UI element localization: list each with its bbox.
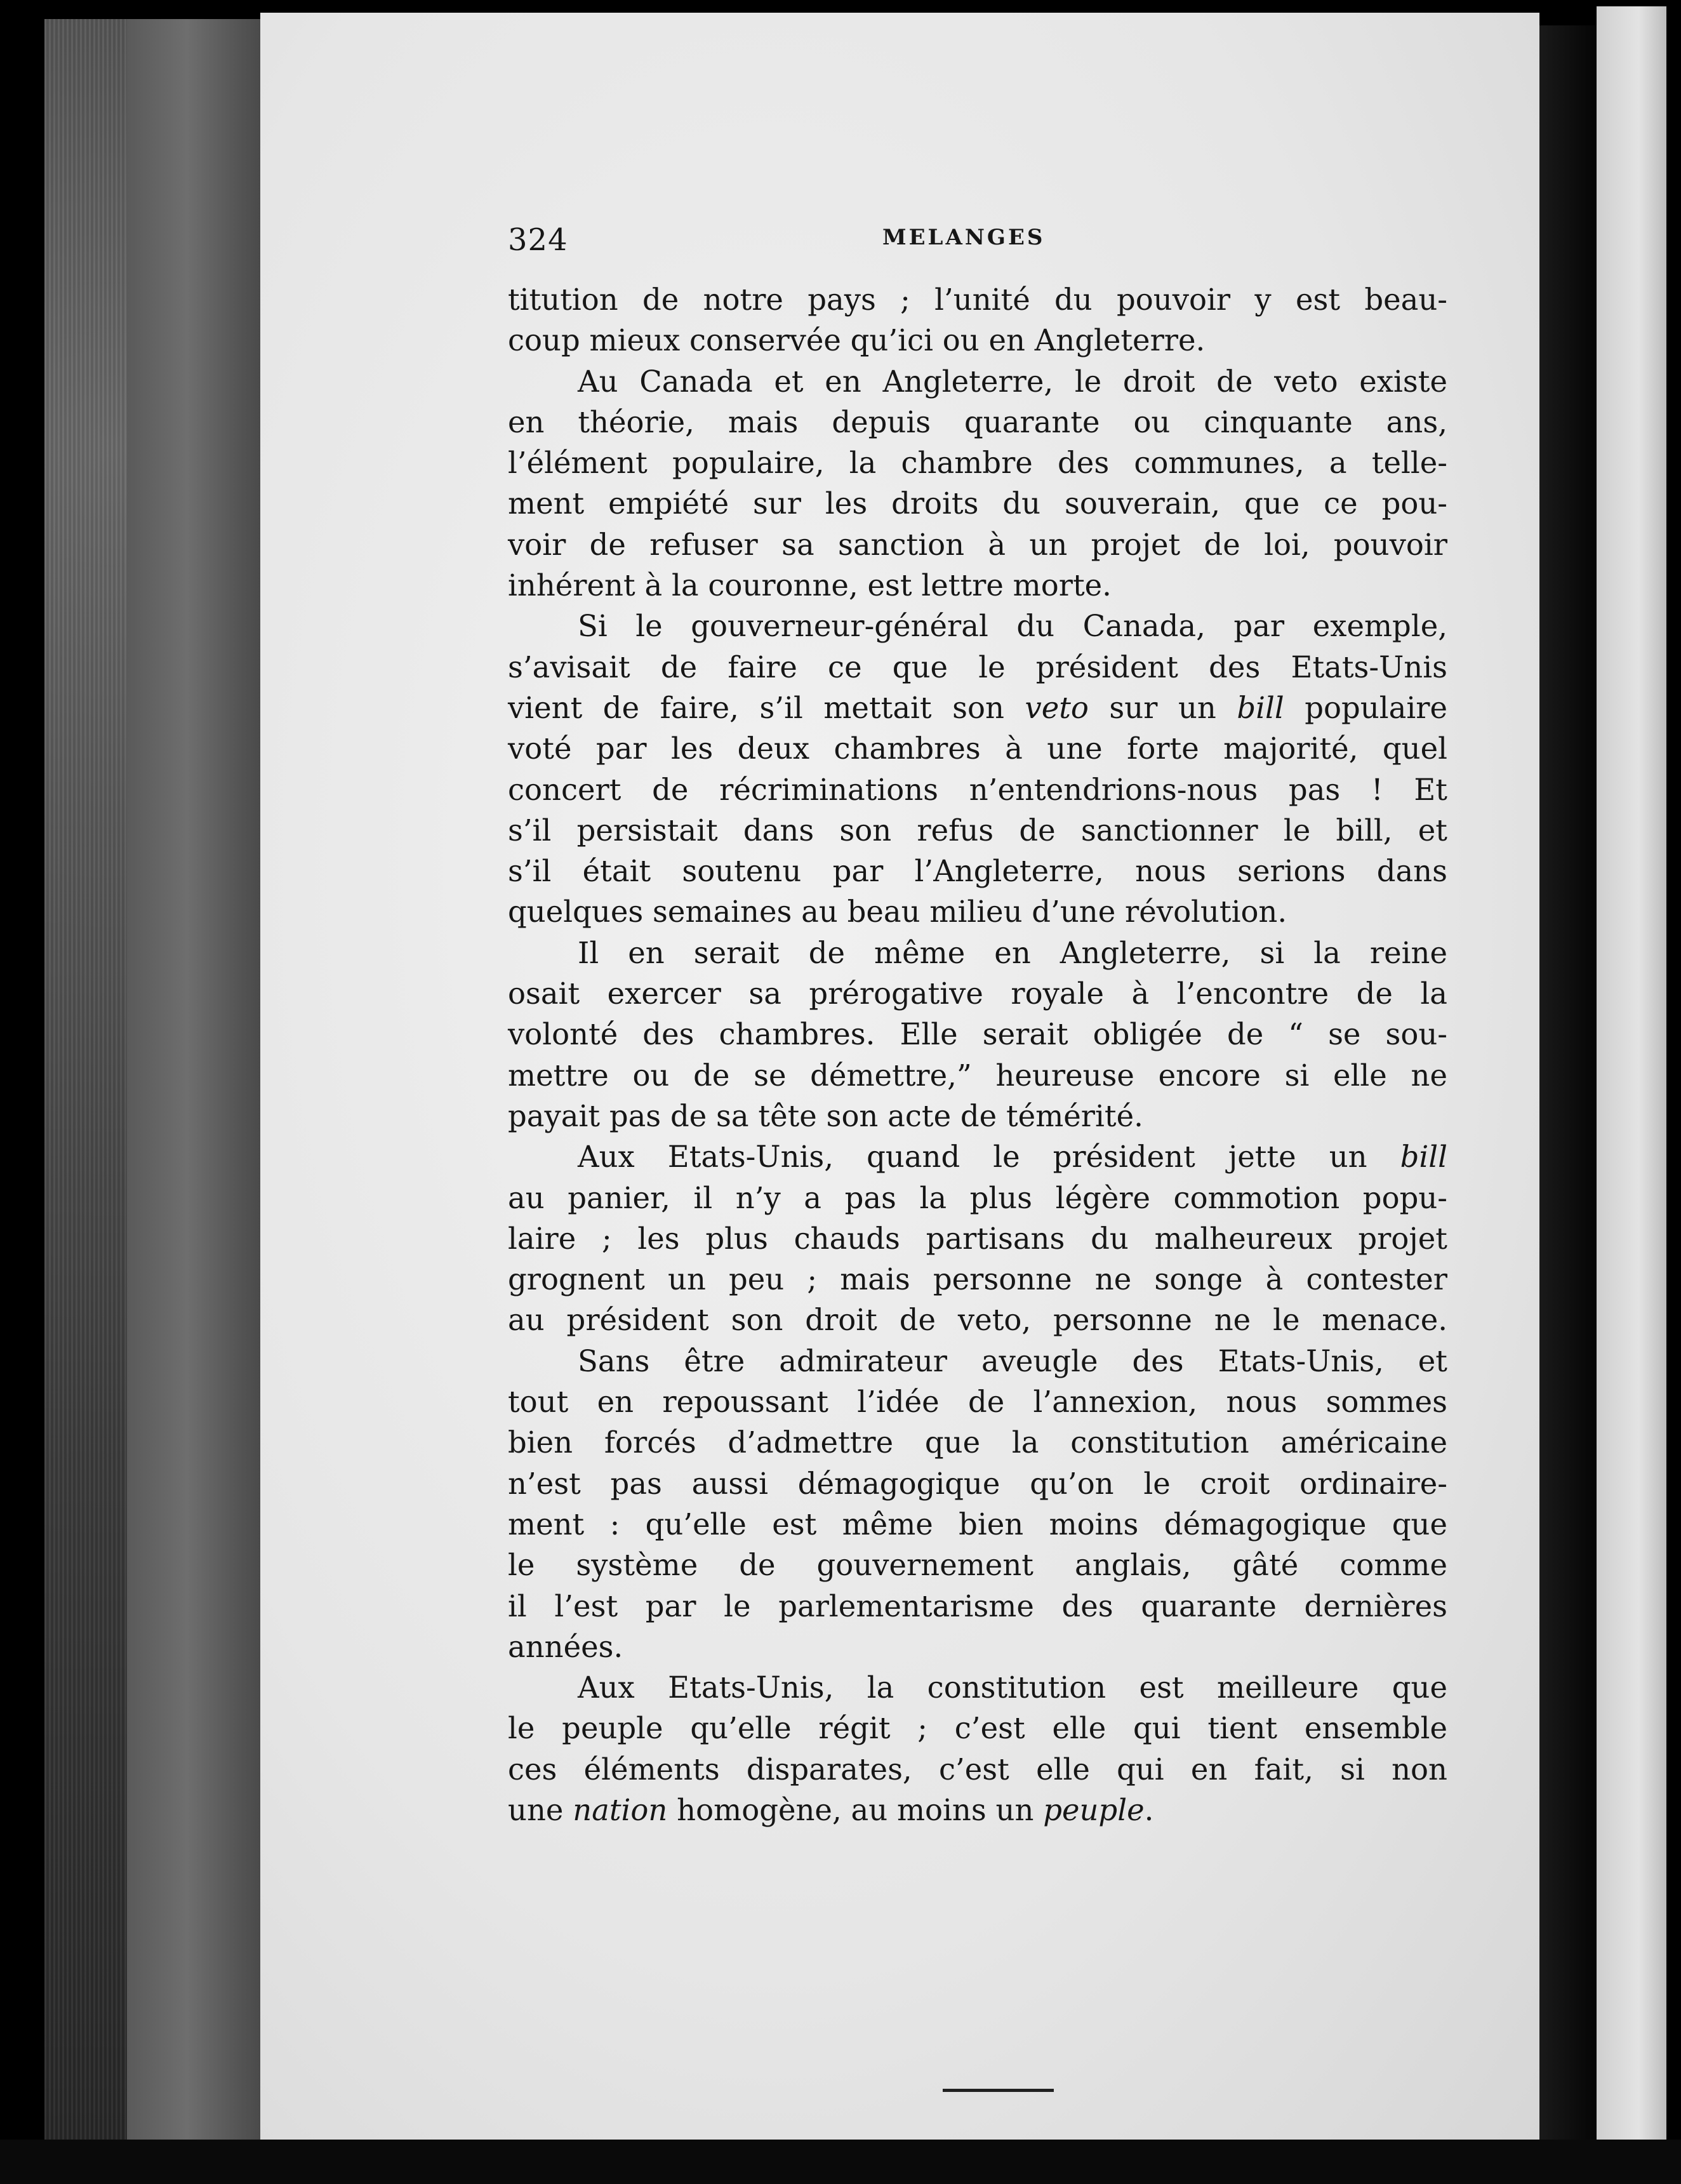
- text-run: homogène, au moins un: [667, 1792, 1044, 1827]
- text-line: laire ; les plus chauds partisans du malheureux projet: [508, 1221, 1447, 1256]
- text-line: osait exercer sa prérogative royale à l’encontre de la: [508, 976, 1447, 1011]
- book-edge-shadow: [127, 19, 260, 2165]
- text-line: payait pas de sa tête son acte de témérité.: [508, 1098, 1143, 1133]
- text-line: concert de récriminations n’entendrions-nous pas ! Et: [508, 772, 1447, 807]
- text-line: Au Canada et en Angleterre, le droit de veto existe: [578, 364, 1447, 399]
- adjacent-page: [1597, 6, 1666, 2165]
- text-line: grognent un peu ; mais personne ne songe à contester: [508, 1262, 1447, 1297]
- text-line: s’il persistait dans son refus de sanctionner le bill, et: [508, 813, 1447, 848]
- italic-word: bill: [1400, 1140, 1447, 1175]
- text-line: tout en repoussant l’idée de l’annexion, nous sommes: [508, 1385, 1447, 1420]
- text-line: ces éléments disparates, c’est elle qui en fait, si non: [508, 1752, 1447, 1787]
- section-end-rule: [943, 2089, 1054, 2092]
- text-line: [508, 1790, 1447, 1830]
- body-text: [508, 279, 1447, 1830]
- text-line: voir de refuser sa sanction à un projet de loi, pouvoir: [508, 527, 1447, 562]
- text-line: Il en serait de même en Angleterre, si la reine: [578, 935, 1447, 970]
- text-line: quelques semaines au beau milieu d’une révolution.: [508, 895, 1287, 929]
- text-line: le peuple qu’elle régit ; c’est elle qui tient ensemble: [508, 1711, 1447, 1746]
- text-line: bien forcés d’admettre que la constitution américaine: [508, 1425, 1447, 1460]
- text-line: au panier, il n’y a pas la plus légère commotion popu-: [508, 1180, 1447, 1215]
- italic-word: nation: [573, 1792, 668, 1827]
- text-block: [508, 222, 1447, 1830]
- text-run: .: [1144, 1792, 1154, 1827]
- text-line: le système de gouvernement anglais, gâté comme: [508, 1548, 1447, 1583]
- text-line: mettre ou de se démettre,” heureuse encore si elle ne: [508, 1058, 1447, 1093]
- italic-word: bill: [1237, 690, 1284, 725]
- text-run: Aux Etats-Unis, quand le président jette un: [578, 1140, 1400, 1175]
- page-gutter: [1539, 25, 1597, 2171]
- text-run: populaire: [1284, 690, 1447, 725]
- text-line: s’il était soutenu par l’Angleterre, nous serions dans: [508, 854, 1447, 889]
- text-line: ment : qu’elle est même bien moins démagogique que: [508, 1507, 1447, 1541]
- text-line: l’élément populaire, la chambre des communes, a telle-: [508, 446, 1447, 481]
- text-line: au président son droit de veto, personne ne le menace.: [508, 1303, 1447, 1338]
- text-line: titution de notre pays ; l’unité du pouvoir y est beau-: [508, 283, 1447, 317]
- text-run: sur un: [1088, 690, 1237, 725]
- text-line: voté par les deux chambres à une forte majorité, quel: [508, 731, 1447, 766]
- text-line: [508, 1136, 1447, 1177]
- text-line: [508, 688, 1447, 728]
- page-number: 324: [508, 222, 568, 258]
- text-run: vient de faire, s’il mettait son: [508, 690, 1025, 725]
- running-head: [508, 222, 1447, 279]
- running-head-title: MELANGES: [882, 225, 1046, 250]
- text-line: il l’est par le parlementarisme des quarante dernières: [508, 1588, 1447, 1623]
- text-line: en théorie, mais depuis quarante ou cinquante ans,: [508, 404, 1447, 439]
- book-edge: [44, 19, 260, 2165]
- scan-border: [0, 2140, 1681, 2184]
- text-run: une: [508, 1792, 573, 1827]
- text-line: Sans être admirateur aveugle des Etats-Unis, et: [578, 1343, 1447, 1378]
- text-line: volonté des chambres. Elle serait obligée de “ se sou-: [508, 1017, 1447, 1052]
- text-line: ment empiété sur les droits du souverain, que ce pou-: [508, 486, 1447, 521]
- text-line: Si le gouverneur-général du Canada, par exemple,: [578, 609, 1447, 644]
- text-line: inhérent à la couronne, est lettre morte.: [508, 568, 1112, 603]
- text-line: Aux Etats-Unis, la constitution est meilleure que: [578, 1670, 1447, 1705]
- text-line: n’est pas aussi démagogique qu’on le croit ordinaire-: [508, 1466, 1447, 1501]
- italic-word: veto: [1025, 690, 1089, 725]
- text-line: s’avisait de faire ce que le président des Etats-Unis: [508, 649, 1447, 684]
- italic-word: peuple: [1043, 1792, 1145, 1827]
- text-line: années.: [508, 1629, 623, 1664]
- text-line: coup mieux conservée qu’ici ou en Angleterre.: [508, 323, 1206, 358]
